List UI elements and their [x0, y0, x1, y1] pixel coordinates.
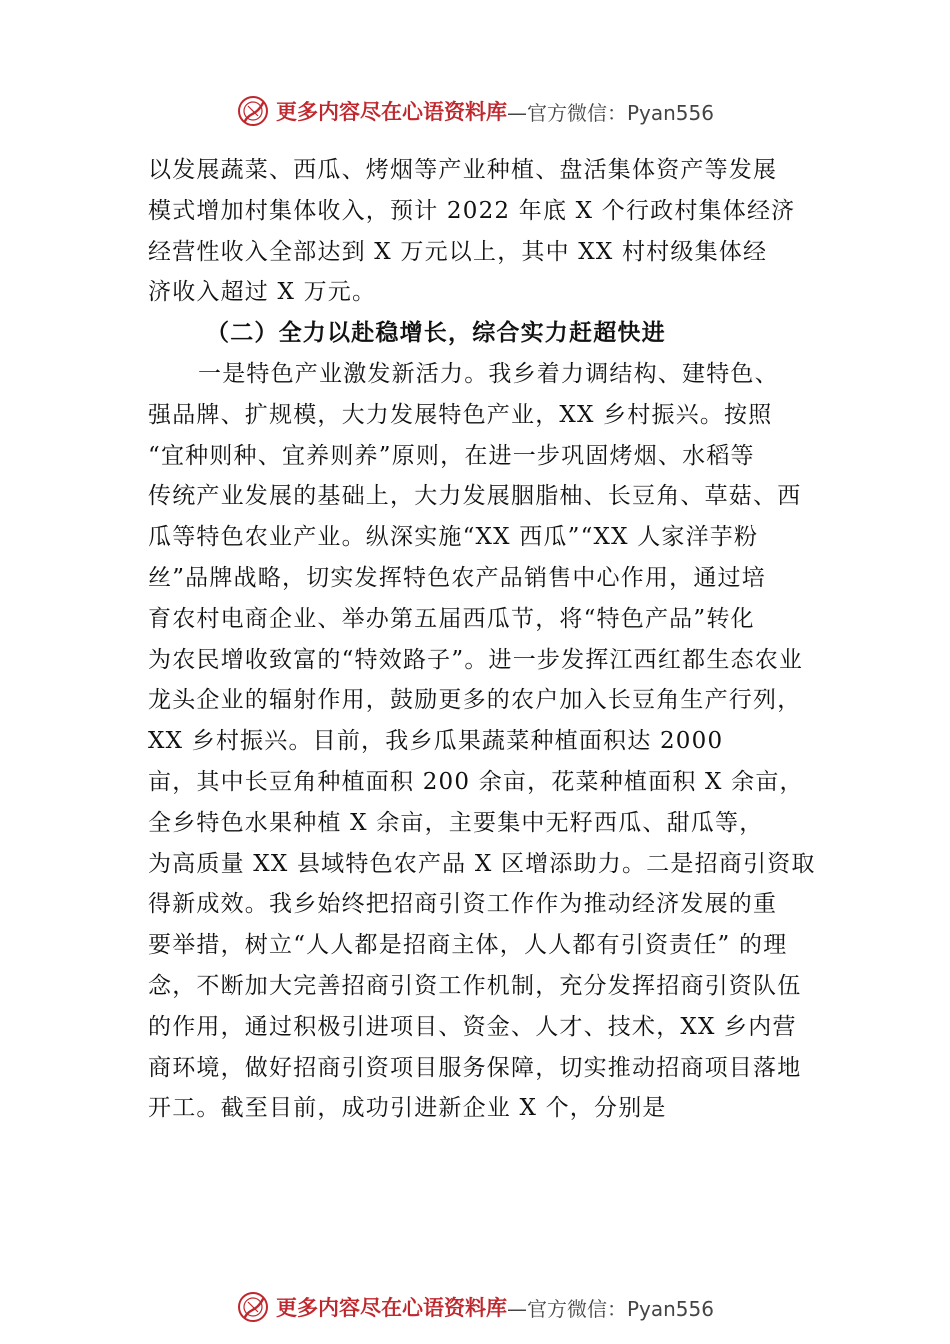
ribbon-seal-icon [236, 94, 270, 128]
text-line: “宜种则种、宜养则养”原则，在进一步巩固烤烟、水稻等 [148, 442, 755, 469]
section-heading: （二）全力以赴稳增长，综合实力赶超快进 [206, 319, 666, 347]
text-line: 全乡特色水果种植 X 余亩，主要集中无籽西瓜、甜瓜等， [148, 809, 764, 836]
text-line: 念，不断加大完善招商引资工作机制，充分发挥招商引资队伍 [148, 972, 802, 999]
ribbon-seal-icon [236, 1290, 270, 1324]
text-line: 为高质量 XX 县域特色农产品 X 区增添助力。二是招商引资取 [148, 850, 816, 877]
text-line: 瓜等特色农业产业。纵深实施“XX 西瓜”“XX 人家洋芋粉 [148, 524, 759, 551]
text-line: 为农民增收致富的“特效路子”。进一步发挥江西红都生态农业 [148, 646, 804, 673]
watermark-brand-text: 更多内容尽在心语资料库 [275, 1295, 507, 1320]
text-line: XX 乡村振兴。目前，我乡瓜果蔬菜种植面积达 2000 [148, 728, 724, 755]
text-line: 丝”品牌战略，切实发挥特色农产品销售中心作用，通过培 [148, 564, 766, 591]
text-line: 传统产业发展的基础上，大力发展胭脂柚、长豆角、草菇、西 [148, 483, 802, 510]
text-line: 模式增加村集体收入，预计 2022 年底 X 个行政村集体经济 [148, 197, 796, 224]
text-line: 龙头企业的辐射作用，鼓励更多的农户加入长豆角生产行列， [148, 687, 802, 714]
text-line: 得新成效。我乡始终把招商引资工作作为推动经济发展的重 [148, 891, 778, 918]
text-line: 经营性收入全部达到 X 万元以上，其中 XX 村村级集体经 [148, 238, 768, 265]
text-line: 以发展蔬菜、西瓜、烤烟等产业种植、盘活集体资产等发展 [148, 157, 778, 183]
watermark-contact-text: —官方微信：Pyan556 [506, 1296, 714, 1321]
watermark-header [0, 94, 950, 128]
text-line: 一是特色产业激发新活力。我乡着力调结构、建特色、 [198, 360, 779, 387]
text-line: 济收入超过 X 万元。 [148, 279, 377, 306]
watermark-brand-text: 更多内容尽在心语资料库 [275, 99, 507, 124]
watermark-contact-text: —官方微信：Pyan556 [506, 100, 714, 125]
text-line: 亩，其中长豆角种植面积 200 余亩，花菜种植面积 X 余亩， [148, 768, 804, 795]
text-line: 的作用，通过积极引进项目、资金、人才、技术，XX 乡内营 [148, 1013, 797, 1040]
watermark-footer [0, 1290, 950, 1324]
text-line: 强品牌、扩规模，大力发展特色产业，XX 乡村振兴。按照 [148, 401, 773, 428]
text-line: 要举措，树立“人人都是招商主体，人人都有引资责任” 的理 [148, 932, 788, 959]
text-line: 育农村电商企业、举办第五届西瓜节，将“特色产品”转化 [148, 605, 755, 632]
text-line: 开工。截至目前，成功引进新企业 X 个，分别是 [148, 1095, 667, 1122]
document-body [148, 150, 816, 1129]
text-line: 商环境，做好招商引资项目服务保障，切实推动招商项目落地 [148, 1054, 802, 1081]
